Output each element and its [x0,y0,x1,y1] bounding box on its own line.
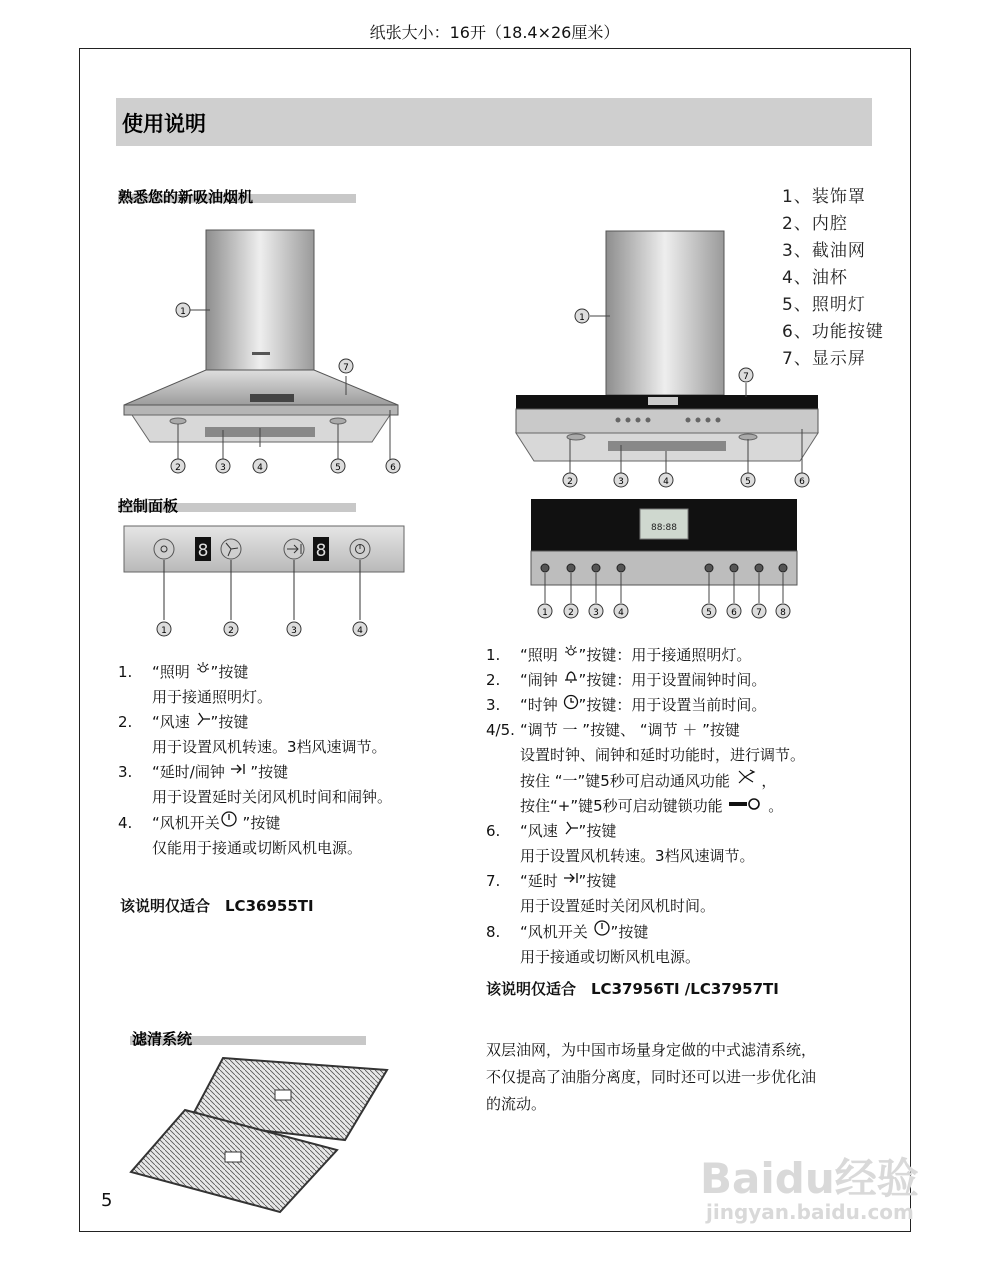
list-item: 1. “照明 ”按键：用于接通照明灯。 [486,646,752,664]
list-item-desc: 用于接通或切断风机电源。 [520,948,701,966]
hood-callout-3 [216,459,230,473]
list-item-desc: 用于设置延时关闭风机时间和闹钟。 [152,788,393,806]
hood-callout-4 [253,459,267,473]
list-item-desc: 设置时钟、闹钟和延时功能时，进行调节。 [520,746,806,764]
left-applies-note: 该说明仅适合 LC36955TI [120,897,314,915]
svg-text:2: 2 [228,626,234,636]
hood-diagram-right [508,225,826,495]
hood-callout-1 [176,303,190,317]
panel-callout-8 [776,604,790,618]
title-bar [116,98,872,146]
paper-size-note: 纸张大小：16开（18.4×26厘米） [369,23,620,42]
svg-text:1: 1 [542,608,548,618]
hood-callout-6 [795,473,809,487]
svg-text:4: 4 [618,608,624,618]
right-instruction-list [486,643,805,970]
svg-text:6: 6 [731,608,737,618]
legend-item: 6、功能按键 [782,322,884,342]
svg-text:5: 5 [706,608,712,618]
legend-item: 1、装饰罩 [782,187,866,207]
svg-text:4: 4 [257,463,263,473]
legend-item: 2、内腔 [782,214,848,234]
bell-icon [563,669,579,685]
list-item-desc: 用于设置风机转速。3档风速调节。 [152,738,387,756]
section-heading-familiarize: 熟悉您的新吸油烟机 [118,188,254,206]
svg-text:8: 8 [197,541,209,561]
fan-button [221,539,241,559]
panel-callout-4 [614,604,628,618]
panel-callout-3 [287,622,301,636]
legend-item: 3、截油网 [782,241,866,261]
hood-diagram-left [110,210,410,480]
list-item: 4/5. “调节 一 ”按键、 “调节 ＋ ”按键 [486,721,740,739]
svg-text:1: 1 [579,313,585,323]
svg-text:7: 7 [743,372,749,382]
list-item: 7. “延时 ”按键 [486,872,617,890]
fan-icon [563,820,579,836]
power-icon [220,810,238,828]
watermark-url: jingyan.baidu.com [706,1200,914,1224]
right-applies-note: 该说明仅适合 LC37956TI /LC37957TI [486,980,779,998]
list-item: 6. “风速 ”按键 [486,822,617,840]
clock-icon [563,694,579,710]
hood-callout-4 [659,473,673,487]
key-lock-icon [727,797,763,811]
list-item: 1. “照明 ”按键 [118,663,249,681]
left-instruction-list [118,660,392,861]
list-item: 3. “时钟 ”按键：用于设置当前时间。 [486,696,767,714]
page-title: 使用说明 [122,112,206,136]
control-panel-diagram-right [525,495,810,625]
svg-text:2: 2 [567,477,573,487]
svg-text:4: 4 [357,626,363,636]
list-item-desc: 按住 “一”键5秒可启动通风功能 ， [486,768,805,794]
hood-callout-2 [171,459,185,473]
svg-text:6: 6 [799,477,805,487]
panel-callout-1 [157,622,171,636]
light-icon [195,661,211,677]
panel-callout-2 [224,622,238,636]
svg-text:5: 5 [745,477,751,487]
hood-callout-7 [739,368,753,382]
list-item: 4. “风机开关 ”按键 [118,810,392,836]
hood-callout-5 [331,459,345,473]
delay-icon [230,761,246,777]
list-item: 3. “延时/闹钟 ”按键 [118,763,289,781]
ventilation-icon [735,768,757,786]
svg-text:3: 3 [618,477,624,487]
hood-callout-7 [339,359,353,373]
svg-text:7: 7 [343,363,349,373]
fan-icon [195,711,211,727]
list-item: 2. “闹钟 ”按键：用于设置闹钟时间。 [486,671,767,689]
control-panel-diagram-left [112,518,412,648]
panel-callout-6 [727,604,741,618]
svg-text:6: 6 [390,463,396,473]
list-item: 2. “风速 ”按键 [118,713,249,731]
section-heading-control-panel: 控制面板 [118,497,179,515]
list-item-desc: 用于设置延时关闭风机时间。 [520,897,716,915]
svg-text:7: 7 [756,608,762,618]
svg-text:8: 8 [315,541,327,561]
list-item: 8. “风机开关 ”按键 [486,919,805,945]
page-number: 5 [101,1190,113,1211]
svg-text:3: 3 [291,626,297,636]
legend-item: 5、照明灯 [782,295,866,315]
section-heading-filter: 滤清系统 [132,1030,193,1048]
svg-text:4: 4 [663,477,669,487]
hood-callout-3 [614,473,628,487]
legend-item: 7、显示屏 [782,349,866,369]
svg-text:8: 8 [780,608,786,618]
svg-text:1: 1 [180,307,186,317]
panel-callout-2 [564,604,578,618]
svg-text:3: 3 [220,463,226,473]
delay-button [284,539,304,559]
list-item-desc: 用于接通照明灯。 [152,688,273,706]
filter-description: 双层油网，为中国市场量身定做的中式滤清系统， 不仅提高了油脂分离度，同时还可以进一步优化油 的流动。 [486,1041,817,1113]
panel-callout-4 [353,622,367,636]
power-icon [593,919,611,937]
hood-callout-2 [563,473,577,487]
power-button [350,539,370,559]
hood-callout-1 [575,309,589,323]
svg-text:2: 2 [568,608,574,618]
panel-callout-7 [752,604,766,618]
list-item-desc: 用于设置风机转速。3档风速调节。 [520,847,755,865]
list-item-desc: 仅能用于接通或切断风机电源。 [152,839,363,857]
watermark-logo: Baidu经验 [700,1154,919,1203]
panel-callout-5 [702,604,716,618]
panel-callout-3 [589,604,603,618]
list-item-desc: 按住“+”键5秒可启动键锁功能 。 [520,797,784,815]
light-button [154,539,174,559]
light-icon [563,644,579,660]
svg-text:1: 1 [161,626,167,636]
svg-text:2: 2 [175,463,181,473]
hood-callout-6 [386,459,400,473]
svg-text:5: 5 [335,463,341,473]
legend-item: 4、油杯 [782,268,848,288]
filter-diagram [125,1050,395,1215]
svg-text:88:88: 88:88 [651,523,677,533]
panel-callout-1 [538,604,552,618]
hood-callout-5 [741,473,755,487]
delay-icon [563,870,579,886]
svg-text:3: 3 [593,608,599,618]
